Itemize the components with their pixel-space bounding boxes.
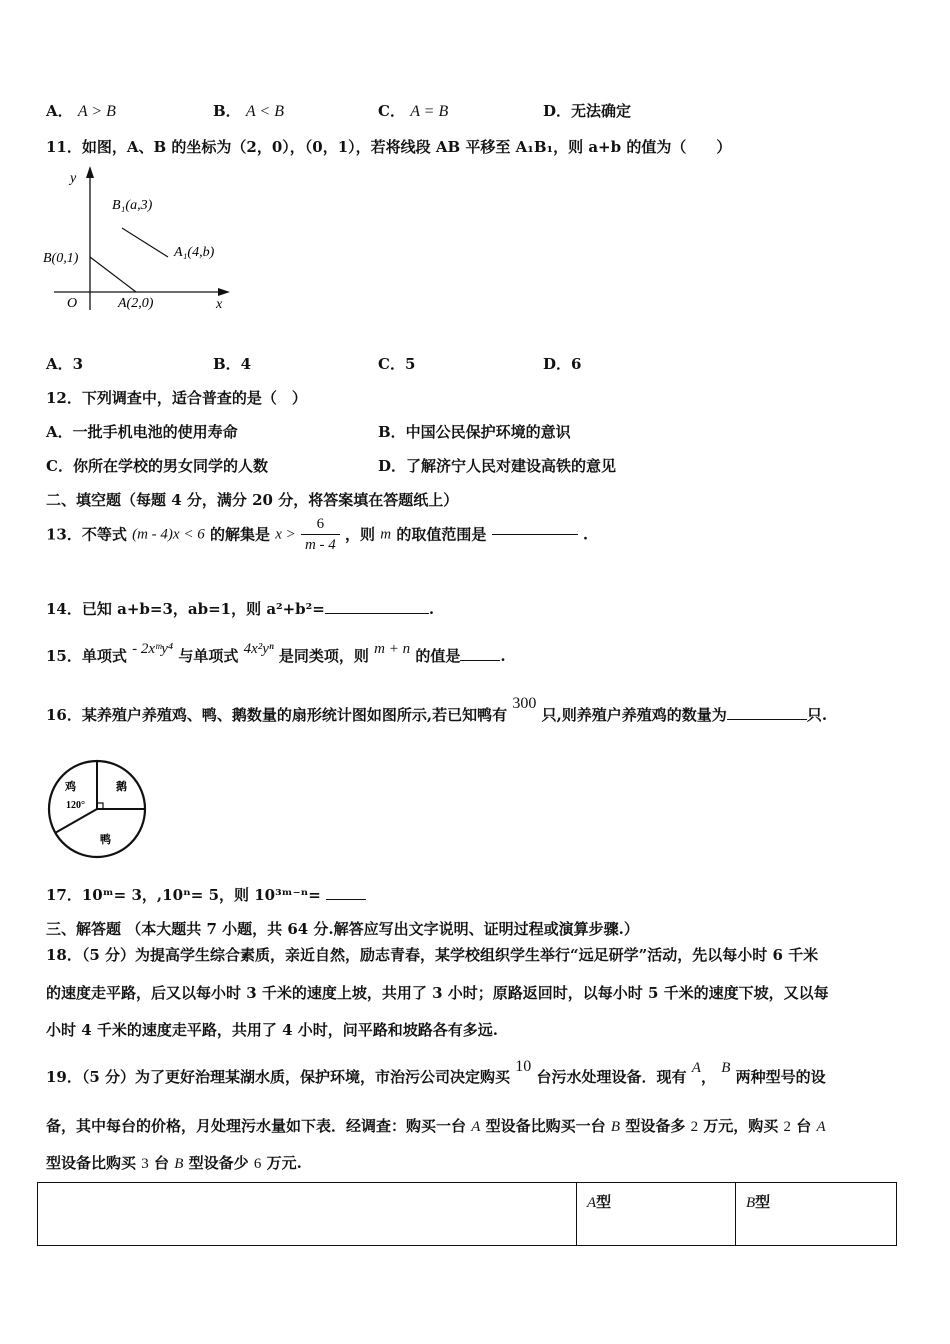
q13-answer-blank[interactable]	[492, 534, 578, 535]
option-label: C．	[378, 102, 405, 120]
y-axis-arrow-icon	[86, 166, 94, 178]
q10-option-d	[543, 100, 631, 121]
q13	[46, 514, 588, 555]
point-b-label: B(0,1)	[43, 251, 79, 266]
table-header-suffix: 型	[755, 1193, 771, 1211]
q15-suffix: 的值是	[415, 647, 461, 665]
q11-option-d: D．6	[543, 355, 582, 373]
q19-text: 两种型号的设	[735, 1068, 826, 1086]
q17-answer-blank[interactable]	[326, 899, 366, 900]
q14-answer-blank[interactable]	[325, 613, 429, 614]
option-label: A．	[46, 102, 73, 120]
option-label: D．	[543, 102, 572, 120]
q19-text: 台	[796, 1117, 812, 1135]
q19-text: 备，其中每台的价格，月处理污水量如下表．经调查：购买一台	[46, 1117, 467, 1135]
y-axis-label: y	[70, 171, 77, 186]
q15-mid: 与单项式	[178, 647, 239, 665]
q16-prefix: 16．某养殖户养殖鸡、鸭、鹅数量的扇形统计图如图所示,若已知鸭有	[46, 706, 508, 724]
point-a-label: A(2,0)	[118, 296, 154, 311]
pie-angle-label: 120°	[66, 800, 85, 811]
q17	[46, 884, 366, 905]
option-math: A > B	[77, 103, 116, 120]
q16-suffix: 只,则养殖户养殖鸡的数量为	[541, 706, 727, 724]
q19-var-b: B	[174, 1156, 184, 1172]
q13-prefix: 13．不等式	[46, 525, 127, 544]
q19-text: ，	[700, 1068, 716, 1086]
q19-number: 2	[690, 1119, 699, 1135]
q19-var-a: A	[816, 1119, 826, 1135]
point-a1-label: A₁(4,b)	[174, 245, 215, 260]
q18-line-1: 18．（5 分）为提高学生综合素质，亲近自然，励志青春，某学校组织学生举行“远足研学”活动，先以每小时 6 千米	[46, 946, 819, 964]
q16-answer-blank[interactable]	[727, 719, 807, 720]
q15-prefix: 15．单项式	[46, 647, 127, 665]
q19-line-2	[46, 1115, 826, 1136]
q19-text: 万元，购买	[703, 1117, 779, 1135]
q19-var-b: B	[721, 1060, 731, 1076]
q19-text: 万元.	[266, 1154, 302, 1172]
table-header-a	[577, 1183, 736, 1246]
q10-option-b	[213, 100, 284, 121]
q17-text: 17．10ᵐ= 3，,10ⁿ= 5，则 10³ᵐ⁻ⁿ=	[46, 886, 321, 904]
table-header-var: B	[746, 1195, 756, 1211]
q13-solution-lhs: x >	[275, 526, 296, 543]
q15-end: .	[500, 647, 506, 665]
q15-expression: m + n	[374, 641, 411, 657]
q19-number: 3	[141, 1156, 149, 1172]
q11-option-c: C．5	[378, 355, 416, 373]
q19-text: 型设备比购买	[46, 1154, 137, 1172]
q13-end: .	[582, 525, 589, 544]
origin-label: O	[67, 296, 78, 311]
q12-option-a: A．一批手机电池的使用寿命	[46, 423, 238, 441]
option-math: A = B	[410, 103, 449, 120]
option-text: 无法确定	[571, 102, 632, 120]
table-header-b	[736, 1183, 897, 1246]
q18-line-2: 的速度走平路，后又以每小时 3 千米的速度上坡，共用了 3 小时；原路返回时，以每小时 5 千米的速度下坡，又以每	[46, 984, 829, 1002]
q13-mid: 的解集是	[209, 525, 270, 544]
q12-option-d: D．了解济宁人民对建设高铁的意见	[378, 457, 617, 475]
q13-fraction-denominator: m - 4	[304, 537, 336, 553]
q11-option-b: B．4	[213, 355, 252, 373]
x-axis-arrow-icon	[218, 288, 230, 296]
q11-stem: 11．如图，A、B 的坐标为（2，0），（0，1），若将线段 AB 平移至 A₁B₁，则 a+b 的值为（ ）	[46, 138, 732, 156]
q16-number: 300	[512, 695, 537, 712]
pie-label-goose: 鹅	[116, 781, 127, 793]
pie-label-chicken: 鸡	[65, 781, 76, 793]
q12-option-b: B．中国公民保护环境的意识	[378, 423, 571, 441]
point-b1-label: B₁(a,3)	[112, 198, 153, 213]
q19-table	[37, 1182, 897, 1246]
q13-fraction-numerator: 6	[301, 514, 340, 535]
q19-count: 10	[515, 1058, 532, 1075]
q11-option-a: A．3	[46, 355, 84, 373]
table-header-var: A	[587, 1195, 597, 1211]
segment-ab	[90, 257, 136, 292]
q14-text: 14．已知 a+b=3，ab=1，则 a²+b²=	[46, 600, 325, 618]
q19-var-a: A	[471, 1119, 481, 1135]
q12-option-c: C．你所在学校的男女同学的人数	[46, 457, 268, 475]
table-header-suffix: 型	[596, 1193, 612, 1211]
option-label: B．	[213, 102, 241, 120]
q12-stem: 12．下列调查中，适合普查的是（ ）	[46, 389, 307, 407]
q13-suffix: 的取值范围是	[396, 525, 487, 544]
q18-line-3: 小时 4 千米的速度走平路，共用了 4 小时，问平路和坡路各有多远.	[46, 1021, 498, 1039]
q19-var-a: A	[691, 1060, 701, 1076]
q13-variable: m	[380, 526, 392, 543]
x-axis-label: x	[216, 297, 223, 312]
segment-a1b1	[122, 228, 168, 257]
q19-number: 2	[783, 1119, 792, 1135]
q10-option-a	[46, 100, 116, 121]
table-row	[38, 1183, 897, 1246]
option-math: A < B	[245, 103, 284, 120]
q16-end: 只.	[806, 706, 828, 724]
q14	[46, 598, 434, 619]
q19-text: 型设备少	[188, 1154, 249, 1172]
q11-coordinate-figure	[40, 164, 240, 314]
q13-inequality: (m - 4)x < 6	[132, 526, 205, 543]
q15-after: 是同类项，则	[278, 647, 369, 665]
q15-answer-blank[interactable]	[460, 660, 500, 661]
q19-text: 型设备比购买一台	[485, 1117, 606, 1135]
pie-label-duck: 鸭	[100, 834, 111, 846]
q19-line-3	[46, 1152, 302, 1173]
q19-text: 台污水处理设备．现有	[536, 1068, 687, 1086]
q13-fraction	[301, 514, 340, 555]
section-3-heading: 三、解答题 （本大题共 7 小题，共 64 分.解答应写出文字说明、证明过程或演算步骤.）	[46, 920, 639, 938]
q19-var-b: B	[610, 1119, 621, 1135]
q13-after: ，则	[345, 525, 376, 544]
q19-line-1	[46, 1058, 826, 1087]
q15-monomial-1: - 2xᵐy⁴	[132, 641, 174, 657]
q16	[46, 695, 828, 725]
q19-text: 型设备多	[625, 1117, 686, 1135]
q19-number: 6	[253, 1156, 262, 1172]
q19-text: 19．（5 分）为了更好治理某湖水质，保护环境，市治污公司决定购买	[46, 1068, 511, 1086]
section-2-heading: 二、填空题（每题 4 分，满分 20 分，将答案填在答题纸上）	[46, 491, 459, 509]
q14-end: .	[428, 600, 435, 618]
q15	[46, 641, 506, 666]
table-cell-empty	[38, 1183, 577, 1246]
q16-pie-chart	[44, 757, 150, 861]
q10-option-c	[378, 100, 448, 121]
q19-text: 台	[153, 1154, 169, 1172]
q15-monomial-2: 4x²yⁿ	[243, 641, 274, 657]
